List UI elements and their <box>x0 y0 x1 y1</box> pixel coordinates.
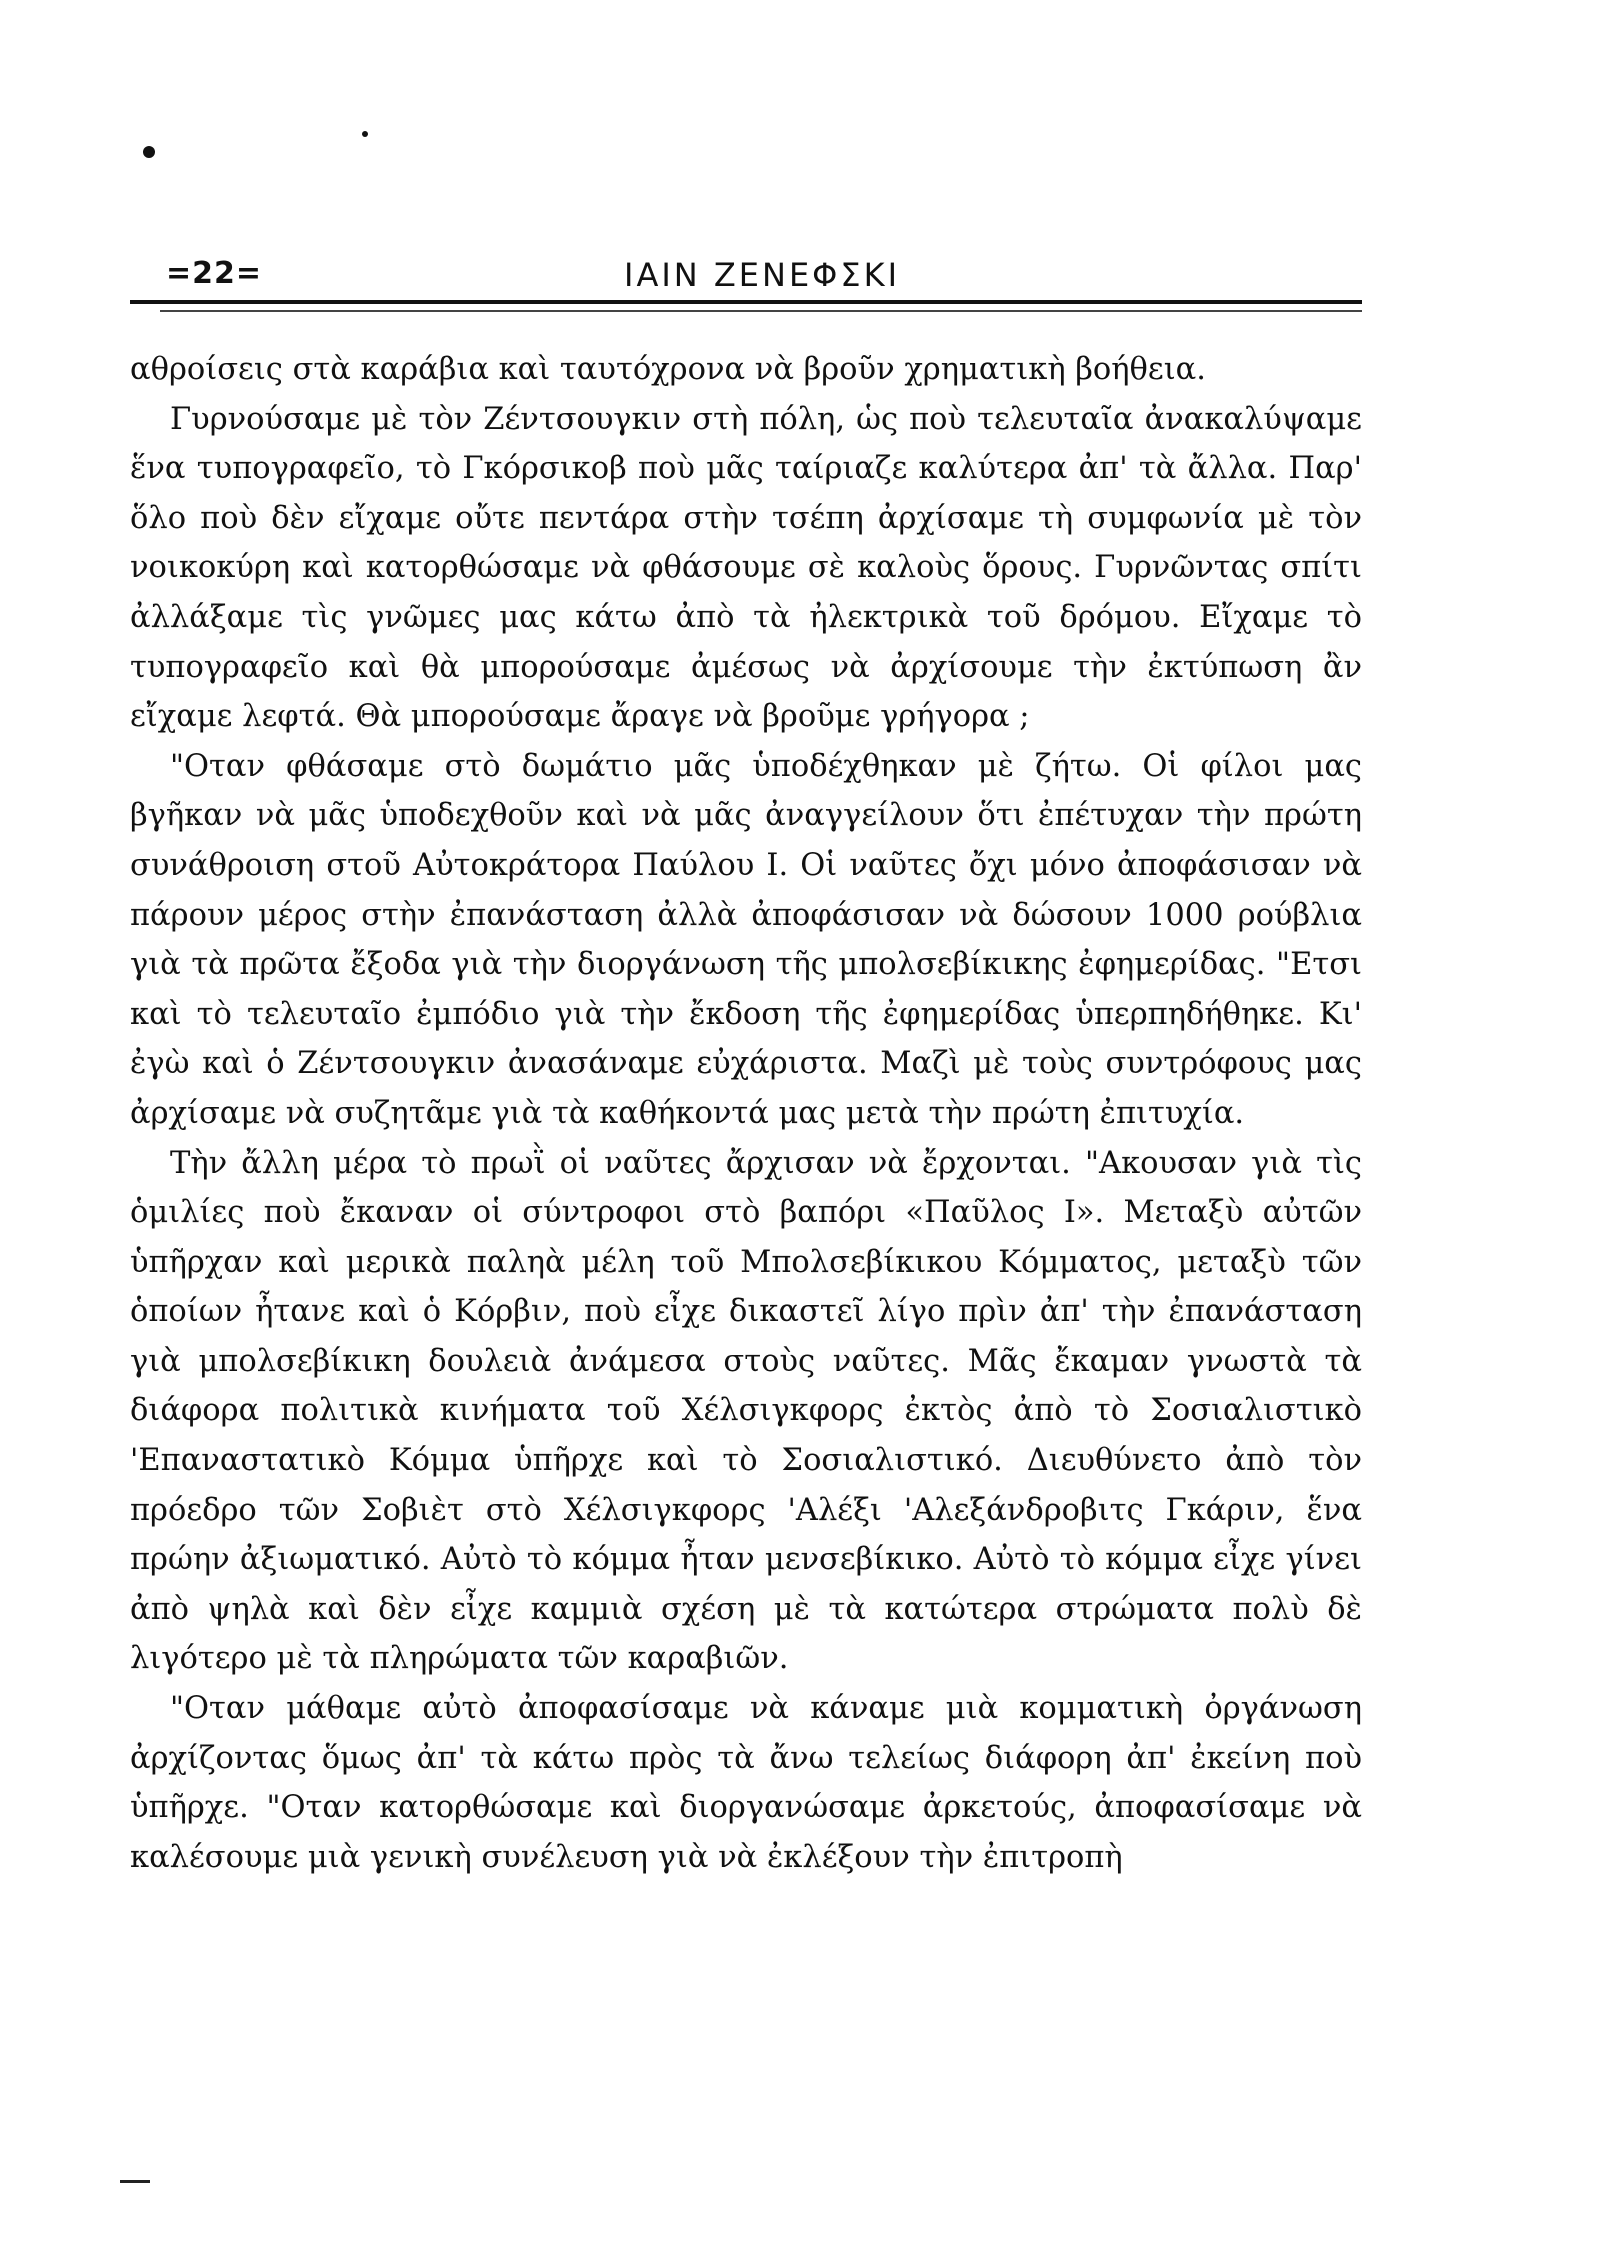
print-speck <box>362 131 368 137</box>
print-speck <box>143 146 155 158</box>
running-title: ΙΑΙΝ ΖΕΝΕΦΣΚΙ <box>624 256 900 294</box>
paragraph: "Οταν μάθαμε αὐτὸ ἀποφασίσαμε νὰ κάναμε μιὰ κομματικὴ ὀργάνωση ἀρχίζοντας ὅμως ἀπ' τὰ κάτω πρὸς τὰ ἄνω τελείως διάφορη ἀπ' ἐκείνη ποὺ ὑπῆρχε. "Οταν κατορθώσαμε καὶ διοργανώσαμε ἀρκετούς, ἀποφασίσαμε νὰ καλέσουμε μιὰ γενικὴ συνέλευση γιὰ νὰ ἐκλέξουν τὴν ἐπιτροπὴ <box>130 1691 1362 1875</box>
paragraph: Γυρνούσαμε μὲ τὸν Ζέντσουγκιν στὴ πόλη, ὡς ποὺ τελευταῖα ἀνακαλύψαμε ἕνα τυπογραφεῖο, τὸ Γκόρσικοβ ποὺ μᾶς ταίριαζε καλύτερα ἀπ' τὰ ἄλλα. Παρ' ὅλο ποὺ δὲν εἴχαμε οὔτε πεντάρα στὴν τσέπη ἀρχίσαμε τὴ συμφωνία μὲ τὸν νοικοκύρη καὶ κατορθώσαμε νὰ φθάσουμε σὲ καλοὺς ὅρους. Γυρνῶντας σπίτι ἀλλάξαμε τὶς γνῶμες μας κάτω ἀπὸ τὰ ἠλεκτρικὰ τοῦ δρόμου. Εἴχαμε τὸ τυπογραφεῖο καὶ θὰ μπορούσαμε ἀμέσως νὰ ἀρχίσουμε τὴν ἐκτύπωση ἂν εἴχαμε λεφτά. Θὰ μπορούσαμε ἄραγε νὰ βροῦμε γρήγορα ; <box>130 401 1362 735</box>
paragraph: αθροίσεις στὰ καράβια καὶ ταυτόχρονα νὰ βροῦν χρηματικὴ βοήθεια. <box>130 352 1206 387</box>
paragraph: "Οταν φθάσαμε στὸ δωμάτιο μᾶς ὑποδέχθηκαν μὲ ζήτω. Οἱ φίλοι μας βγῆκαν νὰ μᾶς ὑποδεχθοῦν καὶ νὰ μᾶς ἀναγγείλουν ὅτι ἐπέτυχαν τὴν πρώτη συνάθροιση στοῦ Αὐτοκράτορα Παύλου Ι. Οἱ ναῦτες ὄχι μόνο ἀποφάσισαν νὰ πάρουν μέρος στὴν ἐπανάσταση ἀλλὰ ἀποφάσισαν νὰ δώσουν 1000 ρούβλια γιὰ τὰ πρῶτα ἔξοδα γιὰ τὴν διοργάνωση τῆς μπολσεβίκικης ἐφημερίδας. "Ετσι καὶ τὸ τελευταῖο ἐμπόδιο γιὰ τὴν ἔκδοση τῆς ἐφημερίδας ὑπερπηδήθηκε. Κι' ἐγὼ καὶ ὁ Ζέντσουγκιν ἀνασάναμε εὐχάριστα. Μαζὶ μὲ τοὺς συντρόφους μας ἀρχίσαμε νὰ συζητᾶμε γιὰ τὰ καθήκοντά μας μετὰ τὴν πρώτη ἐπιτυχία. <box>130 748 1362 1131</box>
page-number: =22= <box>166 256 263 291</box>
paragraph: Τὴν ἄλλη μέρα τὸ πρωῒ οἱ ναῦτες ἄρχισαν νὰ ἔρχονται. "Ακουσαν γιὰ τὶς ὁμιλίες ποὺ ἔκαναν οἱ σύντροφοι στὸ βαπόρι «Παῦλος Ι». Μεταξὺ αὐτῶν ὑπῆρχαν καὶ μερικὰ παληὰ μέλη τοῦ Μπολσεβίκικου Κόμματος, μεταξὺ τῶν ὁποίων ἦτανε καὶ ὁ Κόρβιν, ποὺ εἶχε δικαστεῖ λίγο πρὶν ἀπ' τὴν ἐπανάσταση γιὰ μπολσεβίκικη δουλειὰ ἀνάμεσα στοὺς ναῦτες. Μᾶς ἔκαμαν γνωστὰ τὰ διάφορα πολιτικὰ κινήματα τοῦ Χέλσιγκφορς ἐκτὸς ἀπὸ τὸ Σοσιαλιστικὸ 'Επαναστατικὸ Κόμμα ὑπῆρχε καὶ τὸ Σοσιαλιστικό. Διευθύνετο ἀπὸ τὸν πρόεδρο τῶν Σοβιὲτ στὸ Χέλσιγκφορς 'Αλέξι 'Αλεξάνδροβιτς Γκάριν, ἕνα πρώην ἀξιωματικό. Αὐτὸ τὸ κόμμα ἦταν μενσεβίκικο. Αὐτὸ τὸ κόμμα εἶχε γίνει ἀπὸ ψηλὰ καὶ δὲν εἶχε καμμιὰ σχέση μὲ τὰ κατώτερα στρώματα πολὺ δὲ λιγότερο μὲ τὰ πληρώματα τῶν καραβιῶν. <box>130 1145 1362 1677</box>
body-text <box>130 345 1362 1882</box>
page-header <box>162 250 1362 306</box>
margin-mark <box>120 2180 150 2183</box>
header-rule <box>130 300 1362 304</box>
header-rule-thin <box>160 310 1362 312</box>
